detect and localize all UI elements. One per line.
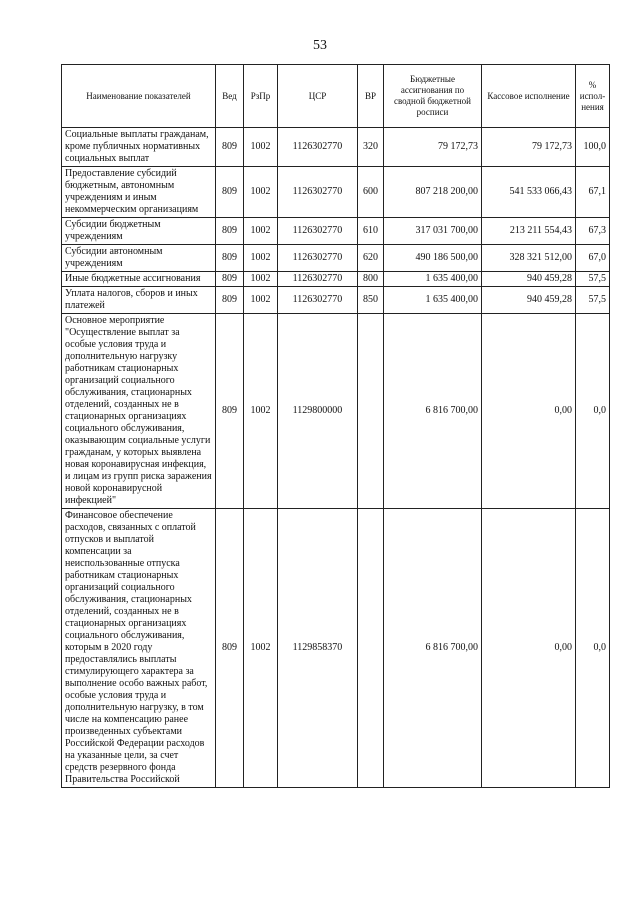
table-row (62, 287, 610, 314)
table-row (62, 128, 610, 167)
header-pct: % испол-нения (576, 65, 610, 128)
row-budget: 79 172,73 (384, 128, 482, 167)
row-name: Социальные выплаты гражданам, кроме публичных нормативных социальных выплат (62, 128, 216, 167)
header-rzpr: РзПр (244, 65, 278, 128)
row-pct: 67,3 (576, 218, 610, 245)
row-cash: 541 533 066,43 (482, 167, 576, 218)
row-budget: 807 218 200,00 (384, 167, 482, 218)
row-rzpr: 1002 (244, 245, 278, 272)
row-pct: 100,0 (576, 128, 610, 167)
row-vr: 850 (358, 287, 384, 314)
row-ved: 809 (216, 128, 244, 167)
row-csr: 1126302770 (278, 167, 358, 218)
row-pct: 57,5 (576, 287, 610, 314)
page-number: 53 (313, 38, 327, 53)
row-vr (358, 314, 384, 509)
row-budget: 6 816 700,00 (384, 314, 482, 509)
row-rzpr: 1002 (244, 287, 278, 314)
row-cash: 0,00 (482, 314, 576, 509)
row-rzpr: 1002 (244, 272, 278, 287)
row-budget: 1 635 400,00 (384, 287, 482, 314)
row-rzpr: 1002 (244, 167, 278, 218)
row-budget: 6 816 700,00 (384, 509, 482, 788)
row-ved: 809 (216, 218, 244, 245)
row-vr: 320 (358, 128, 384, 167)
row-name: Иные бюджетные ассигнования (62, 272, 216, 287)
budget-table (61, 64, 610, 788)
row-ved: 809 (216, 167, 244, 218)
row-pct: 67,0 (576, 245, 610, 272)
row-rzpr: 1002 (244, 314, 278, 509)
row-ved: 809 (216, 509, 244, 788)
table-row (62, 245, 610, 272)
row-name: Субсидии автономным учреждениям (62, 245, 216, 272)
row-vr (358, 509, 384, 788)
header-vr: ВР (358, 65, 384, 128)
table-row (62, 167, 610, 218)
row-cash: 328 321 512,00 (482, 245, 576, 272)
row-ved: 809 (216, 245, 244, 272)
row-cash: 940 459,28 (482, 287, 576, 314)
row-ved: 809 (216, 272, 244, 287)
row-cash: 0,00 (482, 509, 576, 788)
row-csr: 1126302770 (278, 218, 358, 245)
row-pct: 0,0 (576, 314, 610, 509)
row-name: Основное мероприятие "Осуществление выплат за особые условия труда и дополнительную нагрузку работникам стационарных организаций социального обслуживания, стационарных отделений, созданных не в стационарных организациях социального обслуживания, оказывающим социальные услуги гражданам, у которых выявлена новая коронавирусная инфекция, и лицам из групп риска заражения новой коронавирусной инфекцией" (62, 314, 216, 509)
row-name: Субсидии бюджетным учреждениям (62, 218, 216, 245)
row-cash: 79 172,73 (482, 128, 576, 167)
table-row (62, 272, 610, 287)
row-pct: 67,1 (576, 167, 610, 218)
row-budget: 490 186 500,00 (384, 245, 482, 272)
row-csr: 1126302770 (278, 272, 358, 287)
row-csr: 1126302770 (278, 245, 358, 272)
table-row (62, 218, 610, 245)
row-ved: 809 (216, 314, 244, 509)
row-name: Предоставление субсидий бюджетным, автономным учреждениям и иным некоммерческим организациям (62, 167, 216, 218)
header-budget: Бюджетные ассигнования по сводной бюджетной росписи (384, 65, 482, 128)
row-name: Уплата налогов, сборов и иных платежей (62, 287, 216, 314)
row-csr: 1126302770 (278, 128, 358, 167)
row-csr: 1129800000 (278, 314, 358, 509)
header-cash: Кассовое исполнение (482, 65, 576, 128)
row-vr: 610 (358, 218, 384, 245)
table-row (62, 509, 610, 788)
row-budget: 1 635 400,00 (384, 272, 482, 287)
row-csr: 1129858370 (278, 509, 358, 788)
row-cash: 213 211 554,43 (482, 218, 576, 245)
row-rzpr: 1002 (244, 509, 278, 788)
row-pct: 0,0 (576, 509, 610, 788)
row-csr: 1126302770 (278, 287, 358, 314)
row-vr: 800 (358, 272, 384, 287)
row-cash: 940 459,28 (482, 272, 576, 287)
row-rzpr: 1002 (244, 218, 278, 245)
row-budget: 317 031 700,00 (384, 218, 482, 245)
header-name: Наименование показателей (62, 65, 216, 128)
table-header-row (62, 65, 610, 128)
row-vr: 620 (358, 245, 384, 272)
row-name: Финансовое обеспечение расходов, связанных с оплатой отпусков и выплатой компенсации за неиспользованные отпуска работникам стационарных организаций социального обслуживания, стационарных отделений, созданных не в стационарных организациях социального обслуживания, которым в 2020 году предоставлялись выплаты стимулирующего характера за выполнение особо важных работ, особые условия труда и дополнительную нагрузку, в том числе на компенсацию ранее произведенных субъектами Российской Федерации расходов на указанные цели, за счет средств резервного фонда Правительства Российской (62, 509, 216, 788)
header-ved: Вед (216, 65, 244, 128)
table-row (62, 314, 610, 509)
row-pct: 57,5 (576, 272, 610, 287)
row-ved: 809 (216, 287, 244, 314)
row-vr: 600 (358, 167, 384, 218)
header-csr: ЦСР (278, 65, 358, 128)
row-rzpr: 1002 (244, 128, 278, 167)
